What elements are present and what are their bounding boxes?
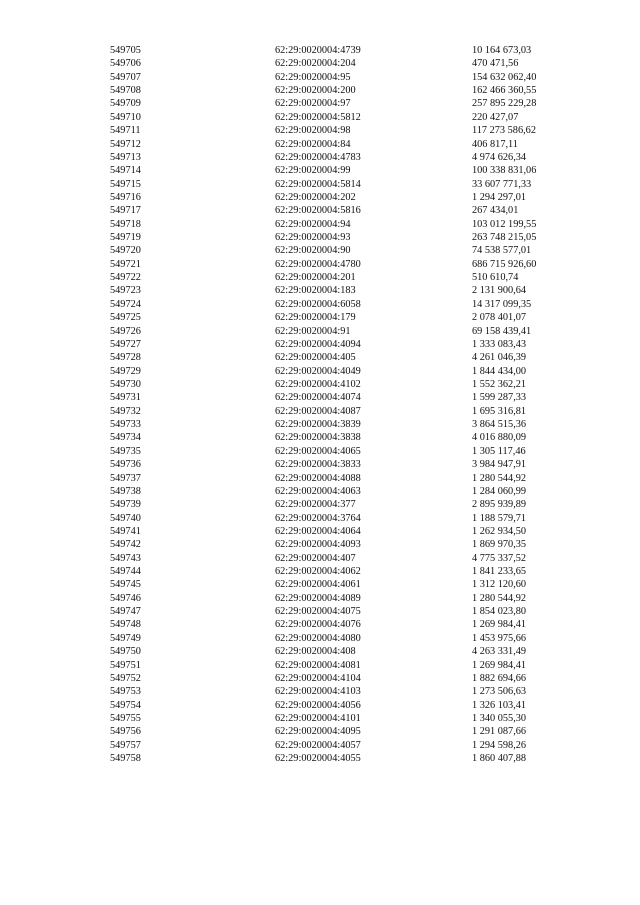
cadastral-value: 686 715 926,60: [472, 258, 537, 270]
table-row: [0, 138, 640, 151]
row-number: 549739: [110, 499, 141, 511]
cadastral-value: 4 263 331,49: [472, 646, 527, 658]
cadastral-value: 1 453 975,66: [472, 632, 527, 644]
table-row: [0, 752, 640, 765]
cadastral-number: 62:29:0020004:4076: [275, 619, 361, 631]
row-number: 549731: [110, 392, 141, 404]
table-row: [0, 258, 640, 271]
table-row: [0, 538, 640, 551]
table-row: [0, 592, 640, 605]
row-number: 549710: [110, 111, 141, 123]
row-number: 549732: [110, 405, 141, 417]
row-number: 549733: [110, 419, 141, 431]
row-number: 549726: [110, 325, 141, 337]
cadastral-number: 62:29:0020004:4081: [275, 659, 361, 671]
cadastral-value: 1 269 984,41: [472, 619, 527, 631]
row-number: 549735: [110, 445, 141, 457]
cadastral-number: 62:29:0020004:408: [275, 646, 356, 658]
cadastral-number: 62:29:0020004:4783: [275, 151, 361, 163]
cadastral-value: 1 340 055,30: [472, 712, 527, 724]
row-number: 549717: [110, 205, 141, 217]
cadastral-number: 62:29:0020004:4075: [275, 606, 361, 618]
table-row: [0, 391, 640, 404]
cadastral-value: 1 284 060,99: [472, 485, 527, 497]
row-number: 549755: [110, 712, 141, 724]
cadastral-value: 1 280 544,92: [472, 472, 527, 484]
row-number: 549715: [110, 178, 141, 190]
table-row: [0, 565, 640, 578]
table-row: [0, 485, 640, 498]
table-row: [0, 672, 640, 685]
cadastral-value: 263 748 215,05: [472, 232, 537, 244]
cadastral-value: 2 895 939,89: [472, 499, 527, 511]
table-row: [0, 84, 640, 97]
cadastral-number: 62:29:0020004:4063: [275, 485, 361, 497]
cadastral-number: 62:29:0020004:202: [275, 191, 356, 203]
cadastral-value: 1 552 362,21: [472, 378, 527, 390]
table-row: [0, 244, 640, 257]
cadastral-value: 1 280 544,92: [472, 592, 527, 604]
cadastral-number: 62:29:0020004:405: [275, 352, 356, 364]
cadastral-number: 62:29:0020004:4101: [275, 712, 361, 724]
table-row: [0, 659, 640, 672]
row-number: 549716: [110, 191, 141, 203]
table-row: [0, 498, 640, 511]
table-row: [0, 712, 640, 725]
cadastral-value: 1 262 934,50: [472, 525, 527, 537]
row-number: 549737: [110, 472, 141, 484]
row-number: 549727: [110, 338, 141, 350]
cadastral-number: 62:29:0020004:179: [275, 312, 356, 324]
cadastral-number: 62:29:0020004:4049: [275, 365, 361, 377]
cadastral-number: 62:29:0020004:90: [275, 245, 351, 257]
cadastral-value: 1 844 434,00: [472, 365, 527, 377]
row-number: 549714: [110, 165, 141, 177]
row-number: 549738: [110, 485, 141, 497]
table-row: [0, 525, 640, 538]
table-row: [0, 378, 640, 391]
cadastral-number: 62:29:0020004:6058: [275, 298, 361, 310]
cadastral-value: 2 131 900,64: [472, 285, 527, 297]
table-row: [0, 218, 640, 231]
cadastral-value: 33 607 771,33: [472, 178, 532, 190]
table-row: [0, 284, 640, 297]
row-number: 549709: [110, 98, 141, 110]
cadastral-value: 14 317 099,35: [472, 298, 532, 310]
table-row: [0, 418, 640, 431]
cadastral-value: 1 841 233,65: [472, 566, 527, 578]
cadastral-number: 62:29:0020004:84: [275, 138, 351, 150]
row-number: 549743: [110, 552, 141, 564]
table-row: [0, 512, 640, 525]
cadastral-number: 62:29:0020004:4074: [275, 392, 361, 404]
cadastral-value: 257 895 229,28: [472, 98, 537, 110]
cadastral-number: 62:29:0020004:3839: [275, 419, 361, 431]
row-number: 549753: [110, 686, 141, 698]
table-row: [0, 431, 640, 444]
table-row: [0, 231, 640, 244]
cadastral-number: 62:29:0020004:377: [275, 499, 356, 511]
row-number: 549721: [110, 258, 141, 270]
cadastral-number: 62:29:0020004:97: [275, 98, 351, 110]
cadastral-value: 1 882 694,66: [472, 672, 527, 684]
cadastral-number: 62:29:0020004:4780: [275, 258, 361, 270]
cadastral-value: 1 695 316,81: [472, 405, 527, 417]
row-number: 549745: [110, 579, 141, 591]
row-number: 549734: [110, 432, 141, 444]
table-row: [0, 191, 640, 204]
table-row: [0, 204, 640, 217]
row-number: 549724: [110, 298, 141, 310]
cadastral-value: 267 434,01: [472, 205, 519, 217]
cadastral-value: 1 273 506,63: [472, 686, 527, 698]
data-table: [0, 44, 640, 765]
table-row: [0, 699, 640, 712]
table-row: [0, 351, 640, 364]
cadastral-number: 62:29:0020004:4102: [275, 378, 361, 390]
table-row: [0, 97, 640, 110]
row-number: 549723: [110, 285, 141, 297]
row-number: 549757: [110, 739, 141, 751]
table-row: [0, 605, 640, 618]
cadastral-number: 62:29:0020004:4095: [275, 726, 361, 738]
table-row: [0, 44, 640, 57]
cadastral-number: 62:29:0020004:4089: [275, 592, 361, 604]
cadastral-value: 69 158 439,41: [472, 325, 532, 337]
cadastral-number: 62:29:0020004:91: [275, 325, 351, 337]
table-row: [0, 685, 640, 698]
row-number: 549713: [110, 151, 141, 163]
cadastral-value: 1 291 087,66: [472, 726, 527, 738]
row-number: 549722: [110, 272, 141, 284]
cadastral-value: 220 427,07: [472, 111, 519, 123]
cadastral-value: 1 188 579,71: [472, 512, 527, 524]
row-number: 549706: [110, 58, 141, 70]
table-row: [0, 271, 640, 284]
row-number: 549711: [110, 125, 141, 137]
cadastral-value: 3 864 515,36: [472, 419, 527, 431]
cadastral-number: 62:29:0020004:94: [275, 218, 351, 230]
cadastral-number: 62:29:0020004:4739: [275, 45, 361, 56]
cadastral-value: 117 273 586,62: [472, 125, 536, 137]
table-row: [0, 178, 640, 191]
table-row: [0, 632, 640, 645]
table-row: [0, 578, 640, 591]
row-number: 549750: [110, 646, 141, 658]
table-row: [0, 71, 640, 84]
cadastral-value: 1 869 970,35: [472, 539, 527, 551]
table-row: [0, 164, 640, 177]
cadastral-value: 1 305 117,46: [472, 445, 526, 457]
row-number: 549708: [110, 85, 141, 97]
cadastral-value: 2 078 401,07: [472, 312, 527, 324]
cadastral-number: 62:29:0020004:3838: [275, 432, 361, 444]
cadastral-value: 4 261 046,39: [472, 352, 527, 364]
cadastral-value: 406 817,11: [472, 138, 518, 150]
cadastral-number: 62:29:0020004:4062: [275, 566, 361, 578]
table-row: [0, 111, 640, 124]
row-number: 549741: [110, 525, 141, 537]
cadastral-value: 3 984 947,91: [472, 459, 527, 471]
row-number: 549754: [110, 699, 141, 711]
table-row: [0, 151, 640, 164]
cadastral-number: 62:29:0020004:4103: [275, 686, 361, 698]
table-row: [0, 725, 640, 738]
cadastral-number: 62:29:0020004:201: [275, 272, 356, 284]
cadastral-number: 62:29:0020004:183: [275, 285, 356, 297]
table-row: [0, 618, 640, 631]
cadastral-number: 62:29:0020004:5816: [275, 205, 361, 217]
cadastral-number: 62:29:0020004:99: [275, 165, 351, 177]
table-row: [0, 311, 640, 324]
cadastral-number: 62:29:0020004:407: [275, 552, 356, 564]
cadastral-number: 62:29:0020004:4080: [275, 632, 361, 644]
table-row: [0, 298, 640, 311]
cadastral-number: 62:29:0020004:4104: [275, 672, 361, 684]
cadastral-number: 62:29:0020004:4057: [275, 739, 361, 751]
cadastral-value: 154 632 062,40: [472, 71, 537, 83]
table-row: [0, 445, 640, 458]
cadastral-number: 62:29:0020004:4065: [275, 445, 361, 457]
table-row: [0, 739, 640, 752]
row-number: 549751: [110, 659, 141, 671]
cadastral-value: 74 538 577,01: [472, 245, 532, 257]
cadastral-value: 1 599 287,33: [472, 392, 527, 404]
cadastral-value: 162 466 360,55: [472, 85, 537, 97]
cadastral-number: 62:29:0020004:93: [275, 232, 351, 244]
row-number: 549730: [110, 378, 141, 390]
cadastral-number: 62:29:0020004:3833: [275, 459, 361, 471]
row-number: 549728: [110, 352, 141, 364]
table-row: [0, 365, 640, 378]
cadastral-number: 62:29:0020004:95: [275, 71, 351, 83]
cadastral-value: 1 269 984,41: [472, 659, 527, 671]
cadastral-number: 62:29:0020004:98: [275, 125, 351, 137]
cadastral-number: 62:29:0020004:4064: [275, 525, 361, 537]
cadastral-number: 62:29:0020004:204: [275, 58, 356, 70]
row-number: 549736: [110, 459, 141, 471]
table-row: [0, 405, 640, 418]
cadastral-number: 62:29:0020004:200: [275, 85, 356, 97]
cadastral-value: 4 775 337,52: [472, 552, 527, 564]
cadastral-value: 1 294 598,26: [472, 739, 527, 751]
cadastral-value: 470 471,56: [472, 58, 519, 70]
cadastral-value: 1 312 120,60: [472, 579, 527, 591]
row-number: 549756: [110, 726, 141, 738]
cadastral-value: 10 164 673,03: [472, 45, 532, 56]
row-number: 549729: [110, 365, 141, 377]
cadastral-value: 1 860 407,88: [472, 753, 527, 765]
cadastral-number: 62:29:0020004:4055: [275, 753, 361, 765]
cadastral-value: 1 333 083,43: [472, 338, 527, 350]
cadastral-value: 4 016 880,09: [472, 432, 527, 444]
cadastral-number: 62:29:0020004:4087: [275, 405, 361, 417]
cadastral-number: 62:29:0020004:4094: [275, 338, 361, 350]
row-number: 549752: [110, 672, 141, 684]
row-number: 549707: [110, 71, 141, 83]
cadastral-value: 510 610,74: [472, 272, 519, 284]
cadastral-value: 103 012 199,55: [472, 218, 537, 230]
cadastral-number: 62:29:0020004:4056: [275, 699, 361, 711]
row-number: 549740: [110, 512, 141, 524]
table-row: [0, 57, 640, 70]
cadastral-number: 62:29:0020004:4088: [275, 472, 361, 484]
cadastral-value: 1 326 103,41: [472, 699, 527, 711]
table-row: [0, 325, 640, 338]
table-row: [0, 472, 640, 485]
table-row: [0, 124, 640, 137]
row-number: 549725: [110, 312, 141, 324]
cadastral-value: 1 294 297,01: [472, 191, 527, 203]
row-number: 549744: [110, 566, 141, 578]
cadastral-number: 62:29:0020004:3764: [275, 512, 361, 524]
row-number: 549749: [110, 632, 141, 644]
cadastral-value: 1 854 023,80: [472, 606, 527, 618]
row-number: 549712: [110, 138, 141, 150]
row-number: 549758: [110, 753, 141, 765]
row-number: 549705: [110, 45, 141, 56]
table-row: [0, 338, 640, 351]
table-row: [0, 552, 640, 565]
row-number: 549718: [110, 218, 141, 230]
cadastral-number: 62:29:0020004:5812: [275, 111, 361, 123]
row-number: 549720: [110, 245, 141, 257]
row-number: 549746: [110, 592, 141, 604]
table-row: [0, 645, 640, 658]
row-number: 549719: [110, 232, 141, 244]
table-row: [0, 458, 640, 471]
cadastral-number: 62:29:0020004:4093: [275, 539, 361, 551]
row-number: 549747: [110, 606, 141, 618]
cadastral-number: 62:29:0020004:5814: [275, 178, 361, 190]
cadastral-value: 100 338 831,06: [472, 165, 537, 177]
cadastral-number: 62:29:0020004:4061: [275, 579, 361, 591]
row-number: 549748: [110, 619, 141, 631]
cadastral-value: 4 974 626,34: [472, 151, 527, 163]
row-number: 549742: [110, 539, 141, 551]
